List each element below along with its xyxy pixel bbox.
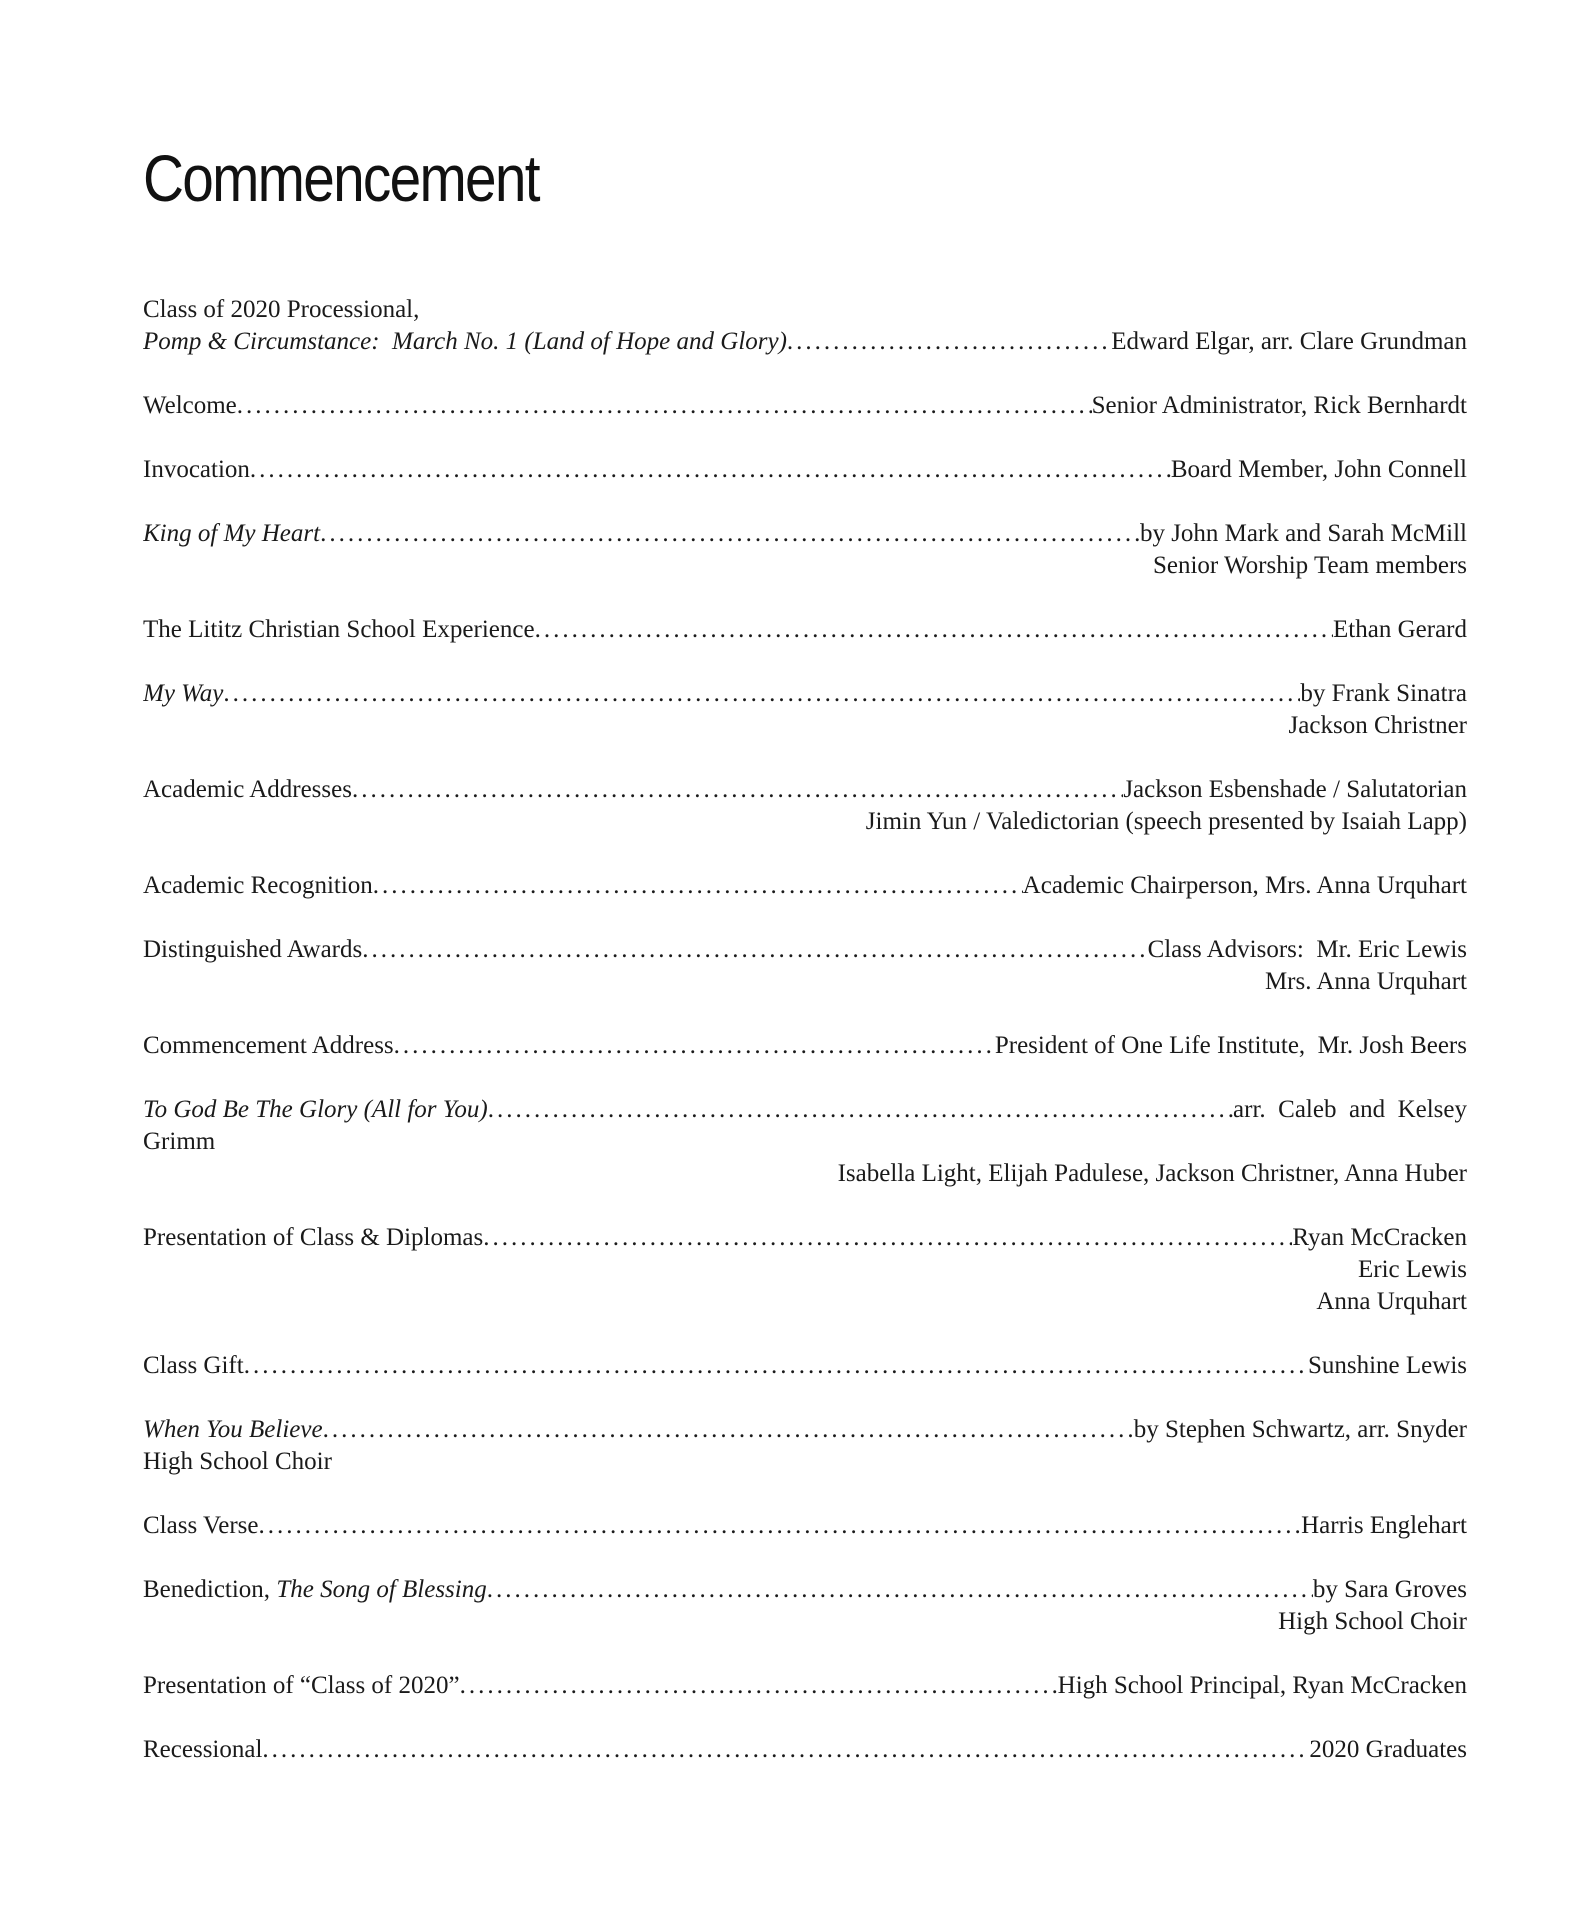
entry-detail: Eric Lewis (1358, 1256, 1467, 1283)
entry-label: Academic Addresses (143, 776, 352, 803)
entry-performer: Senior Administrator, Rick Bernhardt (1091, 392, 1467, 419)
entry-label: When You Believe (143, 1416, 323, 1443)
entry-performer: Board Member, John Connell (1170, 456, 1467, 483)
dot-leader (237, 390, 1092, 422)
spacer (143, 582, 1467, 614)
entry-label: Academic Recognition (143, 872, 373, 899)
dot-leader (223, 678, 1300, 710)
entry-label: Invocation (143, 456, 250, 483)
entry-performer: by Stephen Schwartz, arr. Snyder (1133, 1416, 1467, 1443)
program-entry-class-verse (143, 1510, 1467, 1542)
dot-leader (352, 774, 1123, 806)
entry-label-title: The Song of Blessing (276, 1576, 487, 1603)
entry-detail: Anna Urquhart (1316, 1288, 1467, 1315)
entry-detail: High School Choir (143, 1448, 332, 1475)
entry-label (143, 1574, 487, 1606)
spacer (143, 1190, 1467, 1222)
entry-performer: President of One Life Institute, Mr. Josh Beers (994, 1032, 1467, 1059)
spacer (143, 1382, 1467, 1414)
dot-leader (250, 454, 1171, 486)
program-entry-academic-recognition (143, 870, 1467, 902)
entry-performer: High School Principal, Ryan McCracken (1057, 1672, 1467, 1699)
entry-performer: Ryan McCracken (1292, 1224, 1467, 1251)
program-entry-school-experience (143, 614, 1467, 646)
entry-performer: Academic Chairperson, Mrs. Anna Urquhart (1022, 872, 1467, 899)
program-entry-distinguished-awards (143, 934, 1467, 966)
entry-detail: High School Choir (1278, 1608, 1467, 1635)
entry-performer: Jackson Esbenshade / Salutatorian (1123, 776, 1467, 803)
spacer (143, 1702, 1467, 1734)
program-entry-presentation-of-class (143, 1670, 1467, 1702)
program-entry-recessional (143, 1734, 1467, 1766)
dot-leader (244, 1350, 1308, 1382)
entry-label-plain: Benediction, (143, 1576, 277, 1603)
entry-performer: arr. Caleb and Kelsey (1233, 1096, 1467, 1123)
entry-label: Commencement Address (143, 1032, 394, 1059)
dot-leader (373, 870, 1023, 902)
spacer (143, 1062, 1467, 1094)
dot-leader (394, 1030, 995, 1062)
dot-leader (320, 518, 1140, 550)
entry-performer: Ethan Gerard (1333, 616, 1467, 643)
dot-leader (460, 1670, 1058, 1702)
program-entry-when-you-believe (143, 1414, 1467, 1446)
spacer (143, 902, 1467, 934)
spacer (143, 1638, 1467, 1670)
entry-label: Pomp & Circumstance: March No. 1 (Land of Hope and Glory) (143, 328, 787, 355)
processional-entry (143, 326, 1467, 358)
entry-label: Recessional (143, 1736, 263, 1763)
spacer (143, 998, 1467, 1030)
dot-leader (323, 1414, 1134, 1446)
entry-detail: Isabella Light, Elijah Padulese, Jackson Christner, Anna Huber (837, 1160, 1467, 1187)
program-entry-class-gift (143, 1350, 1467, 1382)
entry-performer: by John Mark and Sarah McMill (1139, 520, 1467, 547)
spacer (143, 1542, 1467, 1574)
spacer (143, 1478, 1467, 1510)
entry-performer: Harris Englehart (1301, 1512, 1467, 1539)
dot-leader (262, 1734, 1309, 1766)
program-entry-commencement-address (143, 1030, 1467, 1062)
entry-label: Distinguished Awards (143, 936, 363, 963)
spacer (143, 486, 1467, 518)
entry-detail: Mrs. Anna Urquhart (1264, 968, 1467, 995)
program-entry-my-way (143, 678, 1467, 710)
dot-leader (487, 1574, 1313, 1606)
program-entry-invocation (143, 454, 1467, 486)
entry-performer: by Frank Sinatra (1300, 680, 1467, 707)
dot-leader (787, 326, 1111, 358)
dot-leader (535, 614, 1333, 646)
spacer (143, 358, 1467, 390)
entry-detail: Senior Worship Team members (1152, 552, 1467, 579)
entry-label: The Lititz Christian School Experience (143, 616, 535, 643)
dot-leader (488, 1094, 1233, 1126)
entry-performer: Edward Elgar, arr. Clare Grundman (1111, 328, 1467, 355)
entry-detail: Jackson Christner (1288, 712, 1467, 739)
entry-label: Welcome (143, 392, 237, 419)
program-entry-king-of-my-heart (143, 518, 1467, 550)
entry-performer: 2020 Graduates (1309, 1736, 1467, 1763)
program-entry-to-god-be-the-glory (143, 1094, 1467, 1126)
program-entry-benediction (143, 1574, 1467, 1606)
dot-leader (259, 1510, 1302, 1542)
entry-label: To God Be The Glory (All for You) (143, 1096, 488, 1123)
dot-leader (362, 934, 1147, 966)
program-entry-presentation-of-diplomas (143, 1222, 1467, 1254)
dot-leader (483, 1222, 1292, 1254)
program-entry-welcome (143, 390, 1467, 422)
entry-label: Class Gift (143, 1352, 244, 1379)
entry-label: Presentation of Class & Diplomas (143, 1224, 484, 1251)
program-list (143, 294, 1467, 1766)
spacer (143, 838, 1467, 870)
processional-heading: Class of 2020 Processional, (143, 296, 420, 323)
entry-performer: Sunshine Lewis (1307, 1352, 1467, 1379)
entry-detail: Grimm (143, 1128, 216, 1155)
spacer (143, 646, 1467, 678)
page-title: Commencement (143, 141, 539, 215)
spacer (143, 422, 1467, 454)
entry-label: Class Verse (143, 1512, 259, 1539)
spacer (143, 1318, 1467, 1350)
entry-performer: by Sara Groves (1312, 1576, 1467, 1603)
program-entry-academic-addresses (143, 774, 1467, 806)
entry-performer: Class Advisors: Mr. Eric Lewis (1147, 936, 1467, 963)
spacer (143, 742, 1467, 774)
entry-label: My Way (143, 680, 224, 707)
entry-detail: Jimin Yun / Valedictorian (speech presented by Isaiah Lapp) (865, 808, 1467, 835)
entry-label: Presentation of “Class of 2020” (143, 1672, 460, 1699)
entry-label: King of My Heart (143, 520, 321, 547)
